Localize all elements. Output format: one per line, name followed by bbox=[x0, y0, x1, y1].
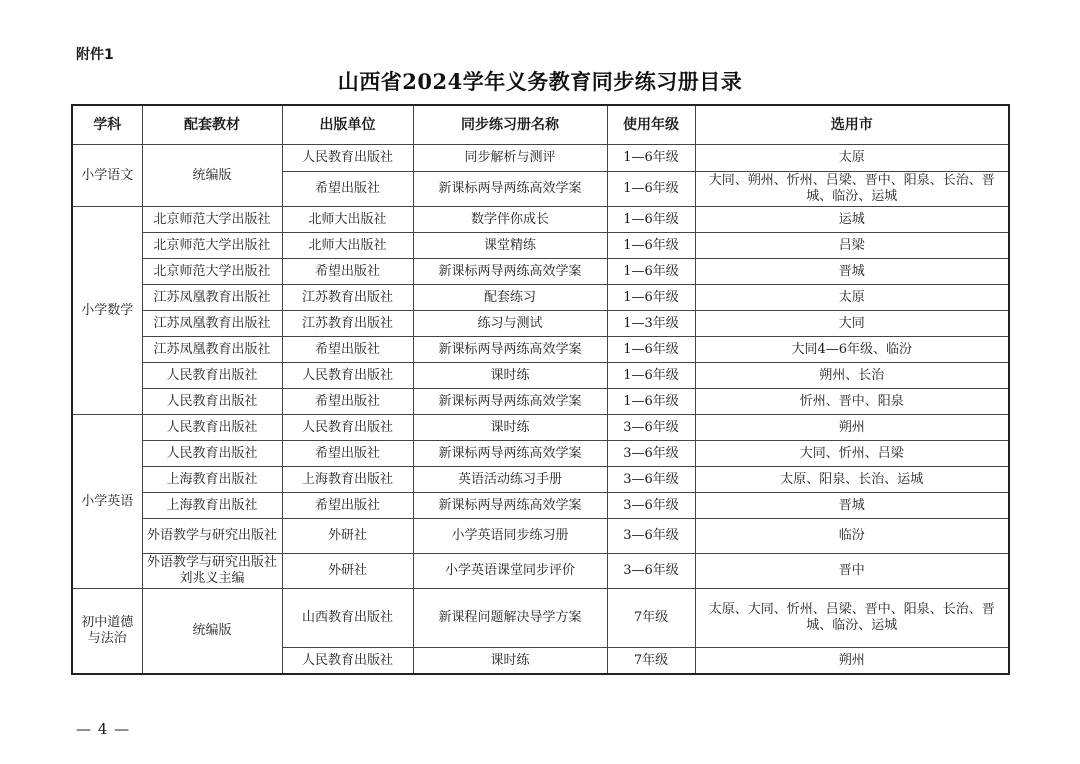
table-row bbox=[72, 207, 1009, 233]
table-row bbox=[72, 467, 1009, 493]
publisher-cell: 山西教育出版社 bbox=[282, 589, 413, 648]
workbook-name-cell: 课时练 bbox=[413, 363, 607, 389]
workbook-name-cell: 新课标两导两练高效学案 bbox=[413, 259, 607, 285]
table-row bbox=[72, 363, 1009, 389]
textbook-cell: 外语教学与研究出版社 bbox=[142, 519, 282, 554]
publisher-cell: 希望出版社 bbox=[282, 441, 413, 467]
publisher-cell: 北师大出版社 bbox=[282, 233, 413, 259]
cities-cell: 太原 bbox=[695, 285, 1009, 311]
table-row bbox=[72, 389, 1009, 415]
table-row bbox=[72, 337, 1009, 363]
grade-cell: 3—6年级 bbox=[607, 493, 695, 519]
grade-cell: 1—6年级 bbox=[607, 233, 695, 259]
publisher-cell: 人民教育出版社 bbox=[282, 648, 413, 675]
table-row bbox=[72, 554, 1009, 589]
header-workbook-name: 同步练习册名称 bbox=[413, 105, 607, 145]
publisher-cell: 希望出版社 bbox=[282, 172, 413, 207]
textbook-cell: 江苏凤凰教育出版社 bbox=[142, 337, 282, 363]
grade-cell: 3—6年级 bbox=[607, 415, 695, 441]
table-header-row bbox=[72, 105, 1009, 145]
workbook-name-cell: 课时练 bbox=[413, 415, 607, 441]
publisher-cell: 人民教育出版社 bbox=[282, 145, 413, 172]
workbook-name-cell: 新课标两导两练高效学案 bbox=[413, 493, 607, 519]
workbook-name-cell: 小学英语课堂同步评价 bbox=[413, 554, 607, 589]
grade-cell: 1—6年级 bbox=[607, 145, 695, 172]
workbook-name-cell: 配套练习 bbox=[413, 285, 607, 311]
cities-cell: 晋城 bbox=[695, 493, 1009, 519]
publisher-cell: 外研社 bbox=[282, 554, 413, 589]
subject-cell: 小学英语 bbox=[72, 415, 142, 589]
textbook-cell: 统编版 bbox=[142, 145, 282, 207]
cities-cell: 临汾 bbox=[695, 519, 1009, 554]
table-row bbox=[72, 493, 1009, 519]
subject-cell bbox=[72, 589, 142, 675]
cities-cell: 大同4—6年级、临汾 bbox=[695, 337, 1009, 363]
cities-cell: 大同 bbox=[695, 311, 1009, 337]
grade-cell: 3—6年级 bbox=[607, 519, 695, 554]
publisher-cell: 北师大出版社 bbox=[282, 207, 413, 233]
publisher-cell: 希望出版社 bbox=[282, 389, 413, 415]
textbook-cell: 江苏凤凰教育出版社 bbox=[142, 285, 282, 311]
publisher-cell: 江苏教育出版社 bbox=[282, 285, 413, 311]
workbook-catalog-table bbox=[71, 104, 1010, 675]
table-row bbox=[72, 285, 1009, 311]
grade-cell: 1—6年级 bbox=[607, 363, 695, 389]
grade-cell: 1—6年级 bbox=[607, 285, 695, 311]
grade-cell: 1—6年级 bbox=[607, 337, 695, 363]
cities-cell: 太原 bbox=[695, 145, 1009, 172]
cities-cell: 朔州 bbox=[695, 415, 1009, 441]
workbook-name-cell: 英语活动练习手册 bbox=[413, 467, 607, 493]
cities-cell: 朔州 bbox=[695, 648, 1009, 675]
workbook-name-cell: 练习与测试 bbox=[413, 311, 607, 337]
textbook-cell: 上海教育出版社 bbox=[142, 493, 282, 519]
cities-cell: 太原、阳泉、长治、运城 bbox=[695, 467, 1009, 493]
textbook-cell: 北京师范大学出版社 bbox=[142, 207, 282, 233]
workbook-name-cell: 新课标两导两练高效学案 bbox=[413, 172, 607, 207]
workbook-name-cell: 小学英语同步练习册 bbox=[413, 519, 607, 554]
textbook-cell bbox=[142, 554, 282, 589]
table-row bbox=[72, 311, 1009, 337]
publisher-cell: 江苏教育出版社 bbox=[282, 311, 413, 337]
workbook-name-cell: 同步解析与测评 bbox=[413, 145, 607, 172]
textbook-line-1: 外语教学与研究出版社 bbox=[146, 555, 277, 570]
textbook-cell: 人民教育出版社 bbox=[142, 363, 282, 389]
textbook-line-2: 刘兆义主编 bbox=[179, 571, 245, 586]
workbook-name-cell: 新课程问题解决导学方案 bbox=[413, 589, 607, 648]
textbook-cell: 北京师范大学出版社 bbox=[142, 259, 282, 285]
page-number: — 4 — bbox=[76, 720, 131, 738]
workbook-name-cell: 新课标两导两练高效学案 bbox=[413, 337, 607, 363]
table-row bbox=[72, 519, 1009, 554]
cities-cell: 晋中 bbox=[695, 554, 1009, 589]
cities-cell: 晋城 bbox=[695, 259, 1009, 285]
workbook-name-cell: 新课标两导两练高效学案 bbox=[413, 389, 607, 415]
grade-cell: 1—6年级 bbox=[607, 389, 695, 415]
textbook-cell: 人民教育出版社 bbox=[142, 389, 282, 415]
subject-line-2: 与法治 bbox=[87, 631, 127, 646]
workbook-name-cell: 课时练 bbox=[413, 648, 607, 675]
publisher-cell: 希望出版社 bbox=[282, 259, 413, 285]
header-cities: 选用市 bbox=[695, 105, 1009, 145]
subject-line-1: 初中道德 bbox=[81, 615, 134, 630]
publisher-cell: 外研社 bbox=[282, 519, 413, 554]
textbook-cell: 统编版 bbox=[142, 589, 282, 675]
cities-cell: 吕梁 bbox=[695, 233, 1009, 259]
publisher-cell: 希望出版社 bbox=[282, 493, 413, 519]
publisher-cell: 希望出版社 bbox=[282, 337, 413, 363]
grade-cell: 7年级 bbox=[607, 648, 695, 675]
grade-cell: 1—3年级 bbox=[607, 311, 695, 337]
cities-cell: 朔州、长治 bbox=[695, 363, 1009, 389]
subject-cell: 小学语文 bbox=[72, 145, 142, 207]
textbook-cell: 人民教育出版社 bbox=[142, 441, 282, 467]
header-subject: 学科 bbox=[72, 105, 142, 145]
cities-cell: 忻州、晋中、阳泉 bbox=[695, 389, 1009, 415]
subject-cell: 小学数学 bbox=[72, 207, 142, 415]
header-textbook: 配套教材 bbox=[142, 105, 282, 145]
grade-cell: 3—6年级 bbox=[607, 467, 695, 493]
publisher-cell: 人民教育出版社 bbox=[282, 415, 413, 441]
publisher-cell: 上海教育出版社 bbox=[282, 467, 413, 493]
textbook-cell: 上海教育出版社 bbox=[142, 467, 282, 493]
table-row bbox=[72, 589, 1009, 648]
cities-cell: 大同、朔州、忻州、吕梁、晋中、阳泉、长治、晋城、临汾、运城 bbox=[695, 172, 1009, 207]
attachment-label: 附件1 bbox=[76, 47, 114, 63]
header-publisher: 出版单位 bbox=[282, 105, 413, 145]
cities-cell: 大同、忻州、吕梁 bbox=[695, 441, 1009, 467]
textbook-cell: 江苏凤凰教育出版社 bbox=[142, 311, 282, 337]
table-row bbox=[72, 233, 1009, 259]
cities-cell: 太原、大同、忻州、吕梁、晋中、阳泉、长治、晋城、临汾、运城 bbox=[695, 589, 1009, 648]
table-row bbox=[72, 415, 1009, 441]
table-row bbox=[72, 259, 1009, 285]
header-grade: 使用年级 bbox=[607, 105, 695, 145]
textbook-cell: 北京师范大学出版社 bbox=[142, 233, 282, 259]
grade-cell: 7年级 bbox=[607, 589, 695, 648]
table-row bbox=[72, 145, 1009, 172]
table-row bbox=[72, 441, 1009, 467]
grade-cell: 1—6年级 bbox=[607, 259, 695, 285]
publisher-cell: 人民教育出版社 bbox=[282, 363, 413, 389]
textbook-cell: 人民教育出版社 bbox=[142, 415, 282, 441]
grade-cell: 3—6年级 bbox=[607, 554, 695, 589]
grade-cell: 1—6年级 bbox=[607, 172, 695, 207]
workbook-name-cell: 新课标两导两练高效学案 bbox=[413, 441, 607, 467]
cities-cell: 运城 bbox=[695, 207, 1009, 233]
grade-cell: 3—6年级 bbox=[607, 441, 695, 467]
grade-cell: 1—6年级 bbox=[607, 207, 695, 233]
document-title: 山西省2024学年义务教育同步练习册目录 bbox=[337, 69, 743, 94]
workbook-name-cell: 数学伴你成长 bbox=[413, 207, 607, 233]
workbook-name-cell: 课堂精练 bbox=[413, 233, 607, 259]
